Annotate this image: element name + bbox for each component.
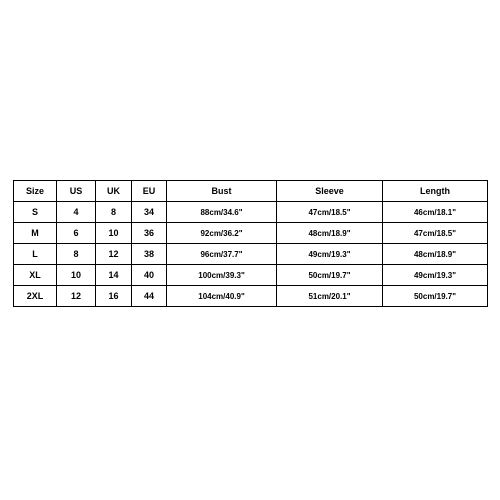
cell-length: 49cm/19.3" [383, 265, 488, 286]
table-row [14, 286, 488, 307]
header-eu: EU [132, 181, 167, 202]
cell-length: 47cm/18.5" [383, 223, 488, 244]
table-row [14, 202, 488, 223]
cell-eu: 40 [132, 265, 167, 286]
cell-bust: 104cm/40.9" [167, 286, 277, 307]
cell-bust: 100cm/39.3" [167, 265, 277, 286]
cell-bust: 92cm/36.2" [167, 223, 277, 244]
cell-sleeve: 47cm/18.5" [277, 202, 383, 223]
cell-uk: 14 [96, 265, 132, 286]
table-row [14, 265, 488, 286]
header-length: Length [383, 181, 488, 202]
cell-eu: 38 [132, 244, 167, 265]
cell-sleeve: 49cm/19.3" [277, 244, 383, 265]
header-uk: UK [96, 181, 132, 202]
cell-eu: 44 [132, 286, 167, 307]
cell-bust: 96cm/37.7" [167, 244, 277, 265]
cell-length: 48cm/18.9" [383, 244, 488, 265]
cell-size: S [14, 202, 57, 223]
cell-us: 4 [57, 202, 96, 223]
cell-uk: 16 [96, 286, 132, 307]
cell-eu: 36 [132, 223, 167, 244]
size-chart-table [13, 180, 488, 307]
cell-us: 12 [57, 286, 96, 307]
cell-sleeve: 48cm/18.9" [277, 223, 383, 244]
cell-us: 10 [57, 265, 96, 286]
header-sleeve: Sleeve [277, 181, 383, 202]
cell-length: 50cm/19.7" [383, 286, 488, 307]
header-size: Size [14, 181, 57, 202]
cell-size: 2XL [14, 286, 57, 307]
header-bust: Bust [167, 181, 277, 202]
cell-us: 6 [57, 223, 96, 244]
header-row [14, 181, 488, 202]
cell-eu: 34 [132, 202, 167, 223]
header-us: US [57, 181, 96, 202]
cell-uk: 12 [96, 244, 132, 265]
cell-us: 8 [57, 244, 96, 265]
table-row [14, 223, 488, 244]
cell-sleeve: 50cm/19.7" [277, 265, 383, 286]
cell-size: L [14, 244, 57, 265]
cell-bust: 88cm/34.6" [167, 202, 277, 223]
cell-size: M [14, 223, 57, 244]
cell-sleeve: 51cm/20.1" [277, 286, 383, 307]
table-row [14, 244, 488, 265]
cell-uk: 8 [96, 202, 132, 223]
cell-size: XL [14, 265, 57, 286]
cell-uk: 10 [96, 223, 132, 244]
cell-length: 46cm/18.1" [383, 202, 488, 223]
